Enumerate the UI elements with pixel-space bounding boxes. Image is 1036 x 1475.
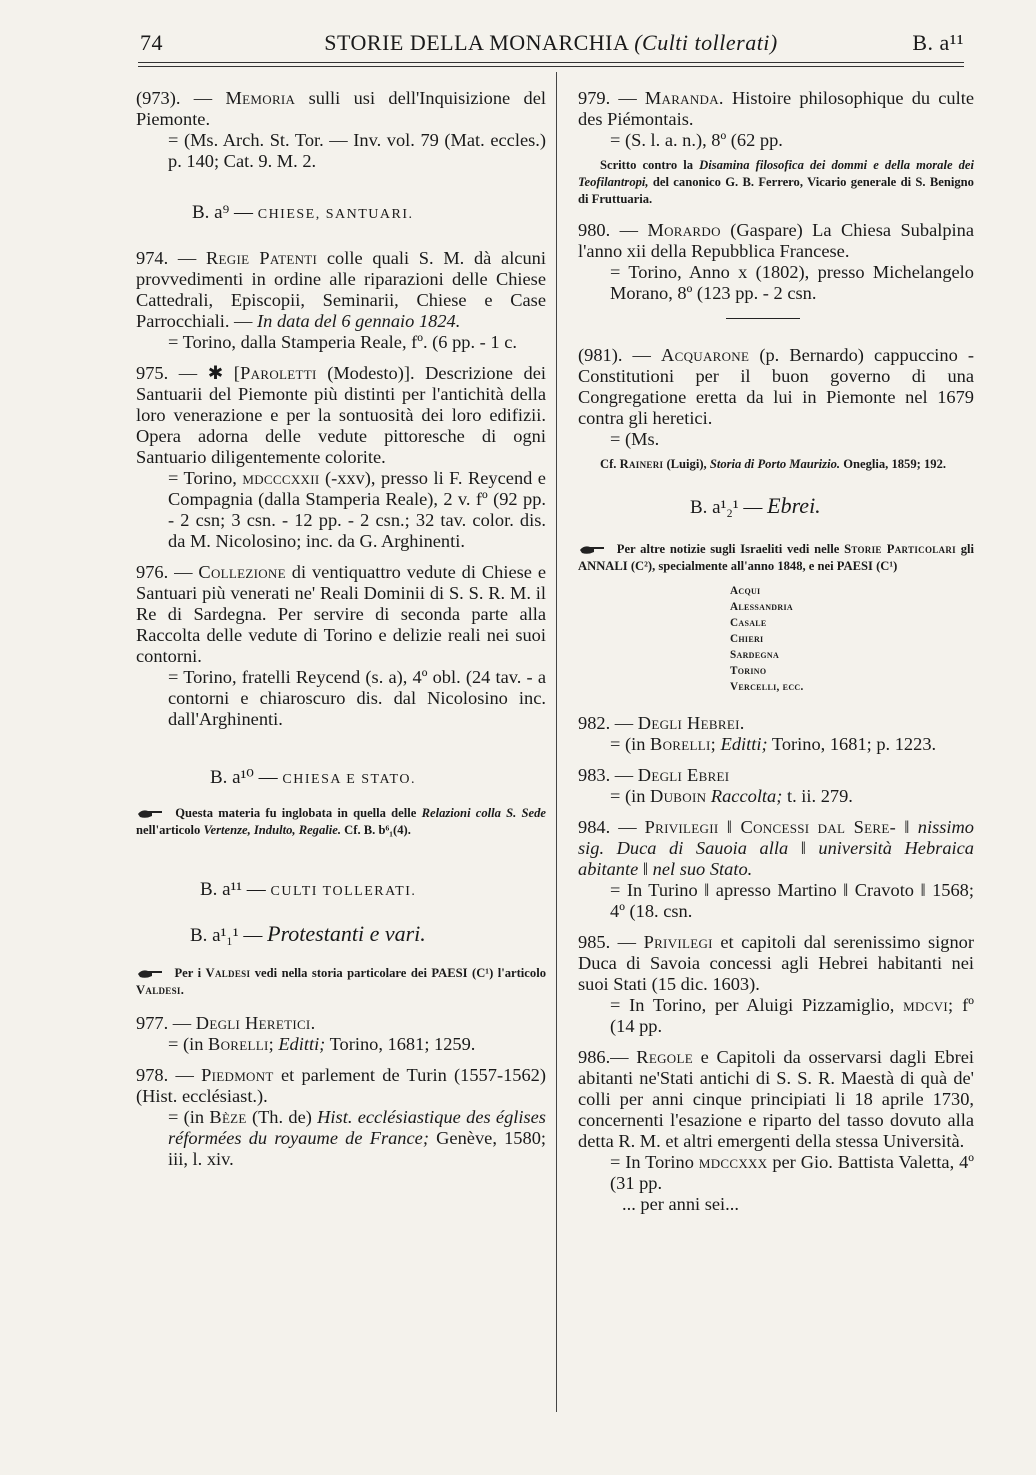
entry-982: 982. — Degli Hebrei. = (in Borelli; Editti; Torino, 1681; p. 1223. bbox=[578, 713, 937, 754]
entry-978: 978. — Piedmont et parlement de Turin (1557-1562) (Hist. ecclésiast.). = (in Bèze (Th. de) Hist. ecclésiastique des églises réformées du royaume de France; Genève, 1580; iii, l. xiv. bbox=[136, 1065, 546, 1169]
entry-985: 985. — Privilegi et capitoli dal serenissimo signor Duca di Savoia concessi agli Hebrei habitanti nei suoi Stati (15 dic. 1603). = In Torino, per Aluigi Pizzamiglio, mdcvi; fº (14 pp. bbox=[578, 932, 974, 1036]
entry-984: 984. — Privilegii ‖ Concessi dal Sere- ‖ nissimo sig. Duca di Sauoia alla ‖ università Hebraica abitante ‖ nel suo Stato. = In Turino ‖ apresso Martino ‖ Cravoto ‖ 1568; 4º (18. csn. bbox=[578, 817, 975, 921]
section-label: CHIESE, SANTUARI. bbox=[257, 207, 414, 222]
entry-imprint: = Torino, dalla Stamperia Reale, fº. (6 pp. - 1 c. bbox=[168, 332, 517, 352]
entry-number: 986.— bbox=[578, 1047, 629, 1067]
imprint-year: mdccxxx bbox=[698, 1152, 768, 1172]
entry-number: 975. bbox=[136, 363, 169, 383]
places-list bbox=[578, 583, 974, 695]
place-item: Sardegna bbox=[730, 649, 780, 661]
pointing-hand-icon bbox=[578, 546, 606, 555]
entry-head: Memoria bbox=[225, 88, 296, 108]
entry-973: (973). — Memoria sulli usi dell'Inquisizione del Piemonte. = (Ms. Arch. St. Tor. — Inv. vol. 79 (Mat. eccles.) p. 140; Cat. 9. M. 2. bbox=[136, 88, 546, 171]
note-italic: Relazioni colla S. Sede bbox=[421, 806, 546, 820]
note-text-2: del canonico G. B. Ferrero, Vicario generale di S. Benigno di Fruttuaria. bbox=[578, 175, 974, 206]
imprint-author: Bèze bbox=[209, 1107, 247, 1127]
entry-head: Acquarone bbox=[661, 345, 750, 365]
entry-head-2: (Modesto)]. bbox=[327, 363, 415, 383]
section-heading-a11-2: B. a¹₂¹ — Ebrei. bbox=[690, 493, 821, 518]
entry-imprint: = (S. l. a. n.), 8º (62 pp. bbox=[610, 130, 783, 150]
section-label: Ebrei. bbox=[767, 493, 821, 518]
section-code: B. a¹¹ bbox=[200, 879, 242, 900]
entry-imprint: Torino, 1681; p. 1223. bbox=[771, 734, 937, 754]
entry-number: (981). bbox=[578, 345, 623, 365]
entry-head: Privilegi bbox=[643, 932, 713, 952]
imprint-pre: = (in bbox=[168, 1107, 205, 1127]
place-item: Acqui bbox=[730, 585, 761, 597]
entry-986 bbox=[578, 1047, 974, 1215]
note-text-2: Oneglia, 1859; 192. bbox=[843, 457, 947, 471]
imprint-author: Borelli; bbox=[650, 734, 717, 754]
running-header bbox=[138, 30, 964, 60]
entry-imprint: (-xxv), presso li F. Reycend e Compagnia (dalla Stamperia Reale), 2 v. fº (92 pp. - 2 csn; 3 csn. - 12 pp. - 2 csn.; 32 tav. color. dis. da M. Nicolosino; inc. da G. Arghinenti. bbox=[168, 468, 546, 551]
imprint-title: Editti; bbox=[720, 734, 768, 754]
header-rule-bottom bbox=[138, 66, 964, 67]
imprint-pre: = (in bbox=[610, 734, 646, 754]
note-italic: Disamina filosofica dei dommi e della morale dei Teofilantropi, bbox=[578, 158, 974, 189]
imprint-author: Duboin bbox=[650, 786, 707, 806]
entry-head: Regole bbox=[636, 1047, 693, 1067]
imprint-pre: = (in bbox=[610, 786, 646, 806]
entry-text: et capitoli dal serenissimo signor Duca di Savoia concessi agli Hebrei habitanti nei suoi Stati (15 dic. 1603). bbox=[578, 932, 974, 994]
entry-imprint: Genève, 1580; iii, l. xiv. bbox=[168, 1128, 546, 1169]
place-item: Chieri bbox=[730, 633, 764, 645]
note-italic-2: Vertenze, Indulto, Regalie. bbox=[203, 823, 342, 837]
entry-975: 975. — ✱ [Paroletti (Modesto)]. Descrizione dei Santuarii del Piemonte più distinti per l'antichità della loro venerazione e per la sontuosità dei loro edifizii. Opera adorna delle vedute pittoresche di ogni Santuario diligentemente colorite. = Torino, mdcccxxii (-xxv), presso li F. Reycend e Compagnia (dalla Stamperia Reale), 2 v. fº (92 pp. - 2 csn; 3 csn. - 12 pp. - 2 csn.; 32 tav. color. dis. da M. Nicolosino; inc. da G. Arghinenti. bbox=[136, 363, 546, 551]
entry-text: nissimo sig. Duca di Sauoia alla ‖ università Hebraica abitante ‖ nel suo Stato. bbox=[578, 817, 975, 879]
pointing-hand-icon bbox=[136, 810, 164, 819]
imprint-year: mdcvi; bbox=[903, 995, 954, 1015]
section-heading-a10: B. a¹⁰ — CHIESA E STATO. bbox=[210, 767, 416, 788]
entry-number: 982. bbox=[578, 713, 611, 733]
entry-text: di ventiquattro vedute di Chiese e Santuari più venerati ne' Reali Dominii di S. S. R. M. il Re di Sardegna. Per servire di seconda parte alla Raccolta delle vedute di Torino e delizie reali nei suoi contorni. bbox=[136, 562, 546, 666]
note-text-2: nell'articolo bbox=[136, 823, 201, 837]
section-label: Protestanti e vari. bbox=[267, 921, 426, 946]
place-item: Torino bbox=[730, 665, 767, 677]
note-979 bbox=[578, 157, 974, 208]
entry-text: (p. Bernardo) cappuccino - Constitutioni per il buon governo di una Congregatione eretta da lui in Piemonte nel 1679 contra gli heretici. bbox=[578, 345, 974, 428]
entry-981: (981). — Acquarone (p. Bernardo) cappuccino - Constitutioni per il buon governo di una Congregatione eretta da lui in Piemonte nel 1679 contra gli heretici. = (Ms. bbox=[578, 345, 974, 449]
section-heading-a11: B. a¹¹ — CULTI TOLLERATI. bbox=[200, 879, 417, 900]
entry-text: Histoire philosophique du culte des Piémontais. bbox=[578, 88, 974, 129]
note-smallcaps: Raineri bbox=[619, 457, 664, 471]
running-title bbox=[138, 30, 964, 56]
entry-number: 976. bbox=[136, 562, 169, 582]
entry-number: 978. bbox=[136, 1065, 169, 1085]
entry-imprint: Torino, 1681; 1259. bbox=[329, 1034, 476, 1054]
note-text-2: vedi nella storia particolare dei PAESI (C¹) l'articolo bbox=[254, 966, 546, 980]
entry-number: (973). bbox=[136, 88, 181, 108]
entry-imprint: fº (14 pp. bbox=[610, 995, 974, 1036]
note-text: Scritto contro la bbox=[600, 158, 694, 172]
entry-imprint: = (Ms. Arch. St. Tor. — Inv. vol. 79 (Mat. eccles.) p. 140; Cat. 9. M. 2. bbox=[168, 130, 546, 171]
entry-974: 974. — Regie Patenti colle quali S. M. dà alcuni provvedimenti in ordine alle riparazioni delle Chiese Cattedrali, Episcopii, Seminarii, Chiese e Case Parrocchiali. — In data del 6 gennaio 1824. = Torino, dalla Stamperia Reale, fº. (6 pp. - 1 c. bbox=[136, 248, 546, 352]
section-label: CULTI TOLLERATI. bbox=[270, 884, 417, 899]
header-title: STORIE DELLA MONARCHIA bbox=[324, 30, 629, 55]
column-divider bbox=[556, 72, 557, 1412]
imprint-title: Raccolta; bbox=[710, 786, 783, 806]
header-rule-top bbox=[138, 62, 964, 63]
imprint-pre: = In Torino bbox=[610, 1152, 694, 1172]
entry-head: Degli Hebrei. bbox=[637, 713, 745, 733]
entry-983: 983. — Degli Ebrei = (in Duboin Raccolta; t. ii. 279. bbox=[578, 765, 853, 806]
section-label: CHIESA E STATO. bbox=[282, 772, 416, 787]
note-smallcaps: Valdesi bbox=[205, 966, 251, 980]
section-heading-a11-1: B. a¹₁¹ — Protestanti e vari. bbox=[190, 921, 426, 946]
entry-imprint: = In Turino ‖ apresso Martino ‖ Cravoto ‖ 1568; 4º (18. csn. bbox=[610, 880, 974, 921]
entry-number: 984. bbox=[578, 817, 611, 837]
imprint-pre: = Torino, bbox=[168, 468, 237, 488]
note-981 bbox=[578, 456, 974, 473]
entry-text: e Capitoli da osservarsi dagli Ebrei abitanti ne'Stati antichi di S. S. R. Maestà di quà de' colli per anni cinque principiati li 18 aprile 1730, concernenti l'esazione e riparto del tasso dovuto alla detta R. M. et altri emergenti della stessa Università. bbox=[578, 1047, 974, 1151]
note-text-2: gli ANNALI (C²), specialmente all'anno 1848, e nei PAESI (C¹) bbox=[578, 542, 975, 573]
place-item: Vercelli, ecc. bbox=[730, 681, 804, 693]
note-a11-2 bbox=[578, 541, 974, 575]
divider-rule bbox=[726, 318, 800, 319]
entry-number: 974. bbox=[136, 248, 169, 268]
imprint-author: Borelli bbox=[208, 1034, 269, 1054]
note-text: Per altre notizie sugli Israeliti vedi nelle bbox=[616, 542, 840, 556]
entry-text: (Gaspare) La Chiesa Subalpina l'anno xii della Repubblica Francese. bbox=[578, 220, 975, 261]
imprint-pre: = In Torino, per Aluigi Pizzamiglio, bbox=[610, 995, 895, 1015]
entry-imprint: = Torino, Anno x (1802), presso Michelangelo Morano, 8º (123 pp. - 2 csn. bbox=[610, 262, 974, 303]
place-item: Casale bbox=[730, 617, 767, 629]
entry-980: 980. — Morardo (Gaspare) La Chiesa Subalpina l'anno xii della Repubblica Francese. = Torino, Anno x (1802), presso Michelangelo Morano, 8º (123 pp. - 2 csn. bbox=[578, 220, 975, 303]
section-code: B. a⁹ bbox=[192, 202, 230, 223]
entry-imprint: t. ii. 279. bbox=[786, 786, 853, 806]
entry-head: Morardo bbox=[647, 220, 721, 240]
pointing-hand-icon bbox=[136, 970, 164, 979]
note-italic: Storia di Porto Maurizio. bbox=[709, 457, 841, 471]
entry-number: 980. bbox=[578, 220, 611, 240]
header-section: B. a¹¹ bbox=[912, 30, 964, 55]
imprint-mid: (Th. de) bbox=[251, 1107, 312, 1127]
note-smallcaps: Storie Particolari bbox=[844, 542, 956, 556]
note-text: Questa materia fu inglobata in quella delle bbox=[175, 806, 417, 820]
section-heading-a9: B. a⁹ — CHIESE, SANTUARI. bbox=[192, 202, 414, 223]
entry-head: Degli Heretici. bbox=[195, 1013, 316, 1033]
entry-date: In data del 6 gennaio 1824. bbox=[257, 311, 461, 331]
entry-imprint: = Torino, fratelli Reycend (s. a), 4º obl. (24 tav. - a contorni e chiaroscuro dis. dal Nicolosino inc. dall'Arghinenti. bbox=[168, 667, 546, 729]
imprint-title: Editti; bbox=[278, 1034, 326, 1054]
imprint-year: mdcccxxii bbox=[242, 468, 320, 488]
entry-head: Maranda. bbox=[644, 88, 724, 108]
entry-head: [Paroletti bbox=[233, 363, 317, 383]
entry-number: 985. bbox=[578, 932, 611, 952]
anonymous-mark: ✱ bbox=[207, 363, 224, 383]
entry-number: 977. bbox=[136, 1013, 169, 1033]
entry-imprint: per Gio. Battista Valetta, 4º (31 pp. bbox=[610, 1152, 974, 1193]
section-code: B. a¹⁰ bbox=[210, 767, 254, 788]
note-ref: Cf. B. b⁶₁(4). bbox=[344, 823, 411, 837]
entry-head: Privilegii ‖ Concessi dal Sere- ‖ bbox=[644, 817, 910, 837]
note-smallcaps-2: Valdesi. bbox=[136, 983, 185, 997]
note-a11-1 bbox=[136, 965, 546, 999]
note-text: Per i bbox=[174, 966, 202, 980]
entry-head: Collezione bbox=[198, 562, 286, 582]
entry-number: 983. bbox=[578, 765, 611, 785]
entry-number: 979. bbox=[578, 88, 611, 108]
entry-continuation: ... per anni sei... bbox=[622, 1194, 739, 1214]
place-item: Alessandria bbox=[730, 601, 793, 613]
imprint-title: Hist. ecclésiastique des églises réformées du royaume de France; bbox=[168, 1107, 546, 1148]
entry-head: Degli Ebrei bbox=[637, 765, 730, 785]
entry-imprint: = (Ms. bbox=[610, 429, 660, 449]
section-code: B. a¹₁¹ bbox=[190, 925, 239, 946]
header-subtitle: (Culti tollerati) bbox=[634, 30, 778, 55]
entry-text: sulli usi dell'Inquisizione del Piemonte. bbox=[136, 88, 546, 129]
entry-head: Regie Patenti bbox=[205, 248, 318, 268]
entry-979: 979. — Maranda. Histoire philosophique du culte des Piémontais. = (S. l. a. n.), 8º (62 pp. bbox=[578, 88, 974, 150]
left-column bbox=[136, 88, 546, 1180]
section-code: B. a¹₂¹ bbox=[690, 497, 739, 518]
entry-976: 976. — Collezione di ventiquattro vedute di Chiese e Santuari più venerati ne' Reali Dominii di S. S. R. M. il Re di Sardegna. Per servire di seconda parte alla Raccolta delle vedute di Torino e delizie reali nei suoi contorni. = Torino, fratelli Reycend (s. a), 4º obl. (24 tav. - a contorni e chiaroscuro dis. dal Nicolosino inc. dall'Arghinenti. bbox=[136, 562, 546, 729]
entry-head: Piedmont bbox=[201, 1065, 274, 1085]
entry-text: colle quali S. M. dà alcuni provvedimenti in ordine alle riparazioni delle Chiese Cattedrali, Episcopii, Seminarii, Chiese e Case Parrocchiali. — bbox=[136, 248, 546, 331]
note-text: Cf. bbox=[600, 457, 617, 471]
imprint-pre: = (in bbox=[168, 1034, 204, 1054]
right-column bbox=[578, 88, 974, 1225]
note-a10 bbox=[136, 805, 546, 839]
entry-text: Descrizione dei Santuarii del Piemonte più distinti per l'antichità della loro venerazione e per la sontuosità dei loro edifizii. Opera adorna delle vedute pittoresche di ogni Santuario diligentemente colorite. bbox=[136, 363, 546, 467]
note-mid: (Luigi), bbox=[666, 457, 707, 471]
entry-text: et parlement de Turin (1557-1562) (Hist. ecclésiast.). bbox=[136, 1065, 546, 1106]
page-number: 74 bbox=[140, 30, 163, 55]
entry-977: 977. — Degli Heretici. = (in Borelli; Editti; Torino, 1681; 1259. bbox=[136, 1013, 476, 1054]
